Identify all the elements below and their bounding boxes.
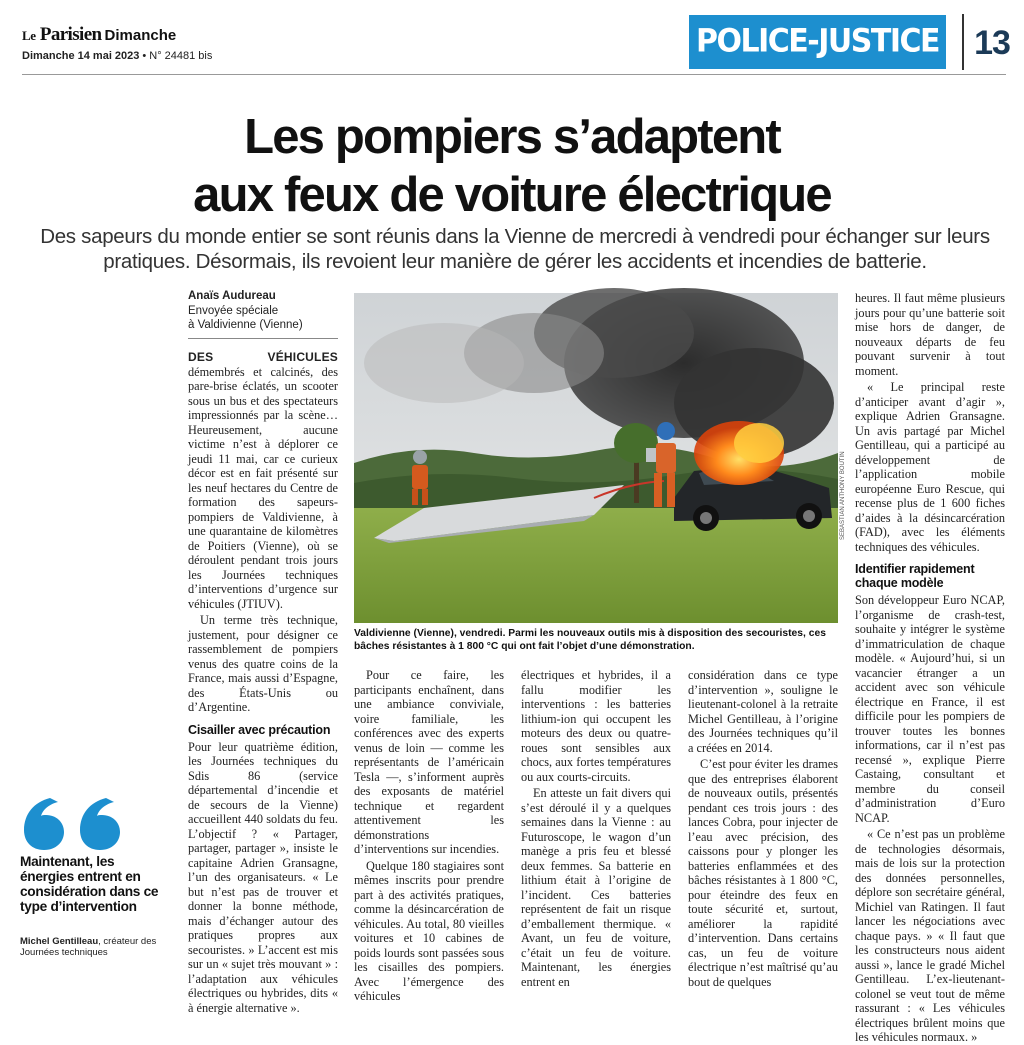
pull-quote-text: Maintenant, les énergies entrent en considération dans ce type d’intervention [20,854,159,914]
issue-date: Dimanche 14 mai 2023 [22,50,140,62]
paragraph: « Ce n’est pas un problème de technologies désormais, mais de lois sur la protection des données personnelles, déplore son secrétaire général, Michiel van Ratingen. Il faut lancer les négociations avec chaque pays. » « Il faut que les constructeurs nous aident aussi », lance le gradé Michel Gentilleau. L’ex-lieutenant-colonel se veut tout de même rassurant : « Les véhicules électriques brûlent moins que les véhicules normaux. » [855,827,1005,1044]
logo-name: Parisien [39,24,102,45]
logo-le: Le [22,28,36,43]
header-divider [962,14,964,70]
pull-quote-author: Michel Gentilleau [20,936,99,947]
article-column-2 [354,668,504,1003]
article-standfirst: Des sapeurs du monde entier se sont réunis dans la Vienne de mercredi à vendredi pour échanger sur leurs pratiques. Désormais, ils revoient leur manière de gérer les accidents et incendies de batterie. [40,225,990,273]
firefighters-photo [354,293,838,623]
issue-number: N° 24481 bis [149,50,213,62]
caption-text: Valdivienne (Vienne), vendredi. Parmi les nouveaux outils mis à disposition des secouristes, ces bâches résistantes à 1 800 °C qui ont fait l’objet d’une démonstration. [354,628,826,652]
subheading-cisailler: Cisailler avec précaution [188,722,331,737]
paragraph: électriques et hybrides, il a fallu modifier les interventions : les batteries lithium-ion qui occupent les moteurs des deux ou quatre-roues sont sensibles aux chocs, aux fortes températures ou aux courts-circuits. [521,668,671,784]
edition-name: Dimanche [104,27,177,44]
headline-line-2: aux feux de voiture électrique [193,168,831,222]
header-rule [22,74,1006,75]
paragraph: « Le principal reste d’anticiper avant d’agir », explique Adrien Gransagne. Un avis partagé par Michel Gentilleau, qui a participé au développement de l’application mobile européenne Euro Rescue, qui recense plus de 1 600 fiches d’aides à la désincarcération (FAD), avec les éléments techniques des véhicules. [855,380,1005,554]
newspaper-logo [22,24,176,48]
paragraph: Pour ce faire, les participants enchaînent, dans une ambiance conviviale, voire familiale, les conférences avec des experts venus de loin — comme les représentants de l’américain Tesla —, s’informent auprès des exposants de matériel technique et regardent attentivement les démonstrations d’interventions sur incendies. [354,668,504,856]
lede-text: démembrés et calcinés, des pare-brise éclatés, un scooter sous un bus et des spectateurs impressionnés par la scène… Heureusement, aucune victime n’est à déplorer ce jeudi 11 mai, car ce curieux décor est en fait présenté sur les neuf hectares du Centre de formation des sapeurs-pompiers de Valdivienne, à une quarantaine de kilomètres de Poitiers (Vienne), où se déroulent pendant trois jours les Journées techniques d’interventions d’urgence sur véhicules (JTIUV). [188,364,338,611]
author-location: à Valdivienne (Vienne) [188,319,303,331]
pull-quote-author-role: , créateur des Journées techniques [20,936,157,958]
page-number: 13 [974,24,1010,62]
subheading-identifier: Identifier rapidement chaque modèle [855,562,975,590]
byline-rule [188,338,338,339]
section-label: POLICE-JUSTICE [689,15,946,69]
quote-mark-icon [20,792,130,852]
author-name: Anaïs Audureau [188,290,276,302]
paragraph: considération dans ce type d’intervention », souligne le lieutenant-colonel à la retraite Michel Gentilleau, à l’origine des Journées techniques qu’il a créées en 2014. [688,668,838,755]
article-column-3 [521,668,671,989]
paragraph: Un terme très technique, justement, pour désigner ce rassemblement de pompiers venus des quatre coins de la France, mais aussi d’Espagne, des États-Unis ou d’Argentine. [188,613,338,714]
author-role: Envoyée spéciale [188,304,279,317]
headline-line-1: Les pompiers s’adaptent [244,110,780,164]
photo-caption [354,627,838,653]
paragraph: Pour leur quatrième édition, les Journées techniques du Sdis 86 (service départemental d’incendie et de secours de la Vienne) accueillent 440 soldats du feu. L’objectif ? « Partager, partager, partager », insiste le capitaine Adrien Gransagne, l’un des organisateurs. « Le but n’est pas de trouver et donner la bonne méthode, mais d’échanger autour des pratiques propres aux secouristes. » L’accent est mis sur un « sujet très mouvant » : l’adaptation aux véhicules électriques ou hybrides, dits « à énergie alternative ». [188,739,338,1015]
article-column-1 [188,350,338,1015]
article-column-5 [855,291,1005,1044]
lede-word: DES VÉHICULES [188,350,338,364]
lede-paragraph [188,350,338,611]
dateline: Dimanche 14 mai 2023 • N° 24481 bis [22,50,213,62]
article-photo [354,293,838,623]
paragraph: Son développeur Euro NCAP, l’organisme de crash-test, souhaite y intégrer le système d’immatriculation de chaque modèle. « Aujourd’hui, si un vacancier étranger a un accident avec son véhicule électrique en France, il est difficile pour les pompiers de trouver toutes les bonnes informations, car il n’est pas recensé », explique Pierre Castaing, consultant et membre du conseil d’administration d’Euro NCAP. [855,593,1005,825]
byline [188,289,338,333]
photo-credit: SEBASTIAN ANTHONY BOUTIN [840,451,846,540]
paragraph: Quelque 180 stagiaires sont mêmes inscrits pour prendre part à des activités pratiques, comme la désincarcération de véhicules. Au total, 80 vieilles voitures et 10 cabines de poids lourds sont passées sous les cisailles des pompiers. Avec l’émergence des véhicules [354,858,504,1003]
pull-quote-attribution [20,936,170,958]
paragraph: C’est pour éviter les drames que des entreprises élaborent de nouveaux outils, présentés pendant ces trois jours : des lances Cobra, pour injecter de l’eau avec précision, des caissons pour y plonger les batteries enflammées et des bâches résistantes à 1 800 °C, pour éteindre des feux en toute sécurité et, surtout, améliorer la rapidité d’intervention. Dans certains cas, un feu de voiture électrique n’est maîtrisé qu’au bout de quelques [688,757,838,989]
article-headline [40,108,984,224]
paragraph: heures. Il faut même plusieurs jours pour qu’une batterie soit mise hors de danger, de nouveaux départs de feu pouvant survenir à tout moment. [855,291,1005,378]
paragraph: En atteste un fait divers qui s’est déroulé il y a quelques semaines dans la Vienne : au Futuroscope, le wagon d’un manège a pris feu et blessé deux femmes. Sa batterie en lithium était à l’origine de l’incident. Ces batteries représentent de fait un risque d’emballement thermique. « Avant, un feu de voiture, c’était un feu de voiture. Maintenant, les énergies entrent en [521,786,671,989]
article-column-4 [688,668,838,989]
